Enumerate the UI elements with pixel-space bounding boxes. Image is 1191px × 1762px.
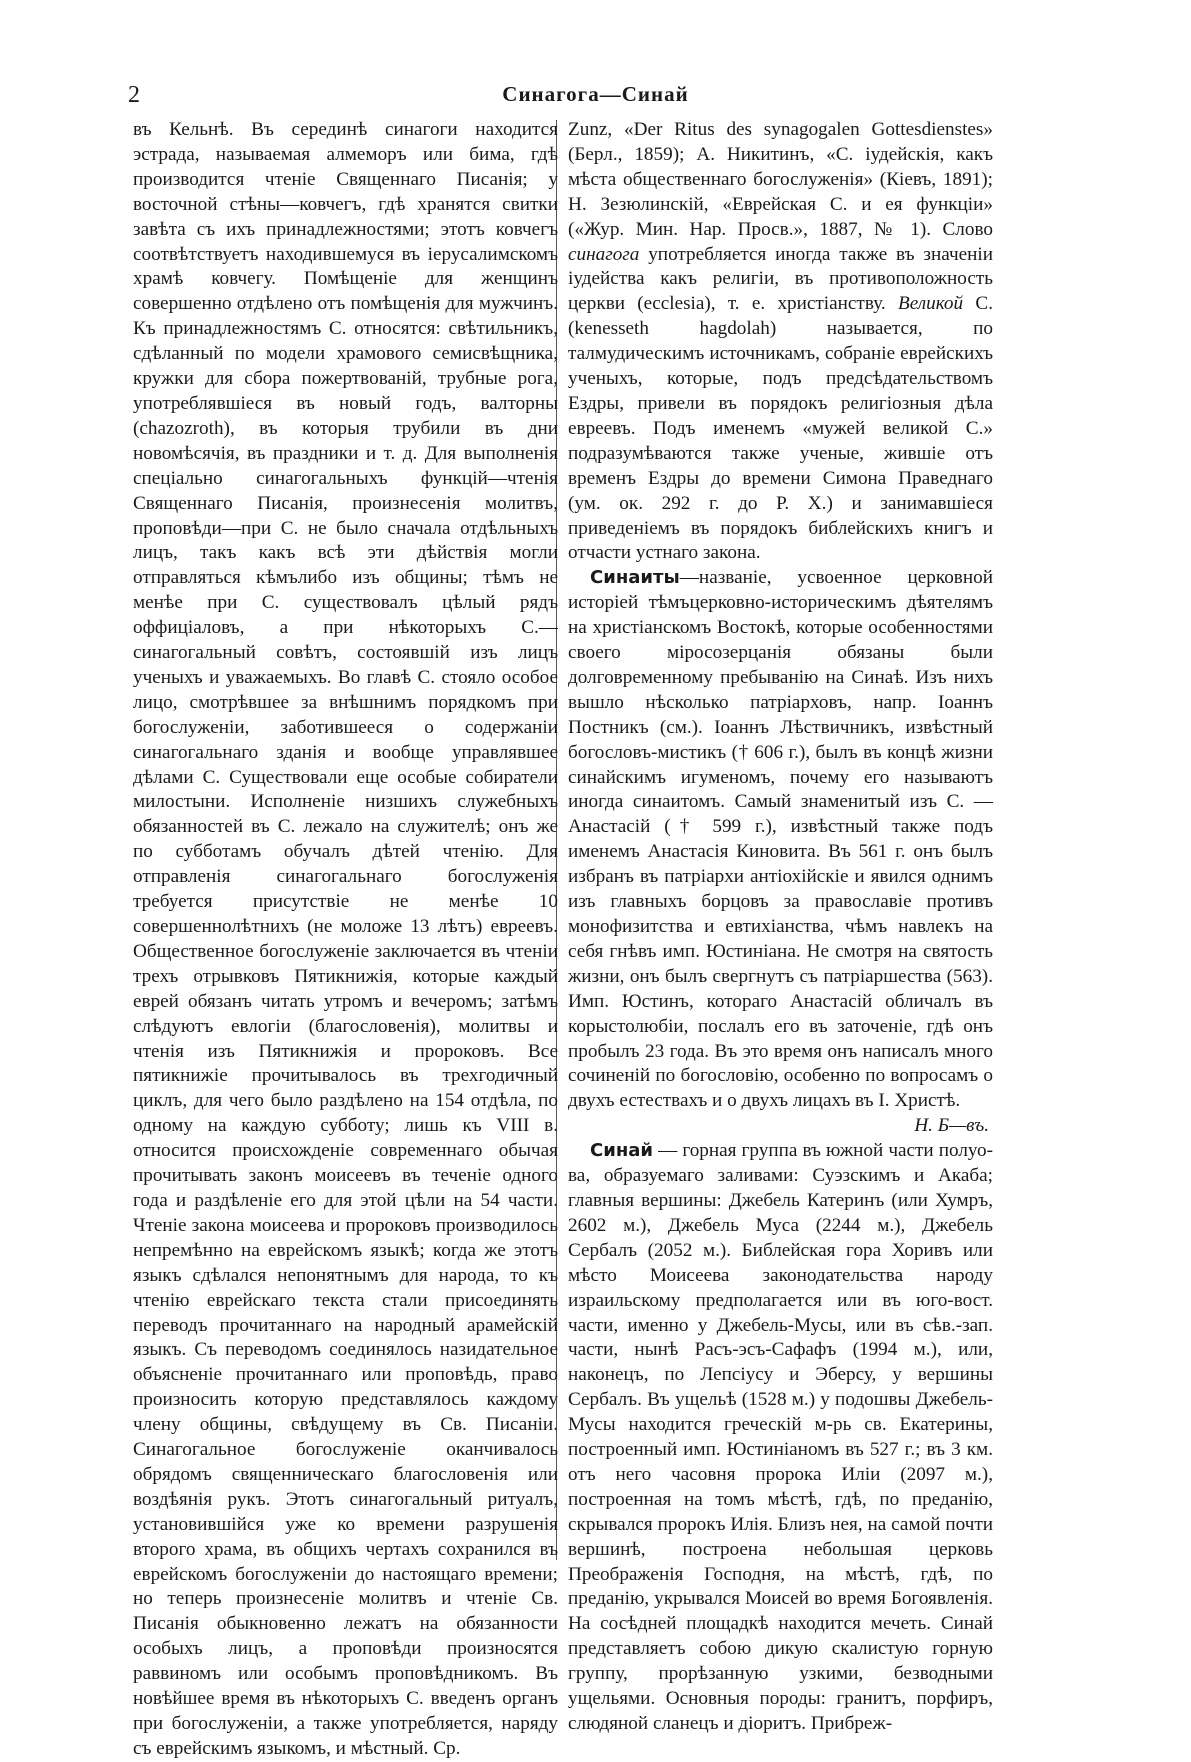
entry-sinaity — [568, 566, 993, 1137]
running-head: Синагога—Синай — [502, 82, 689, 106]
continuation-text-b: употребляется иногда также въ значеніи іудейства какъ религіи, въ противоположность церкви (ecclesia), т. е. христіанству. — [568, 243, 993, 315]
continuation-text-c: С. (kenesseth hagdolah) называется, по талмудическимъ источникамъ, собраніе еврейскихъ ученыхъ, которые, подъ предсѣдательствомъ Ездры, привели въ порядокъ религіозныя дѣла евреевъ. Подъ именемъ «мужей великой С.» подразумѣваются также ученые, жившіе отъ временъ Ездры до времени Симона Праведнаго (ум. ок. 292 г. до Р. Х.) и занимавшіеся приведеніемъ въ порядокъ библейскихъ книгъ и отчасти устнаго закона. — [568, 293, 993, 564]
continuation-text-a: Zunz, «Der Ritus des synagogalen Gottesdienstes» (Берл., 1859); А. Никитинъ, «С. іудейскія, какъ мѣста общественнаго богослуженія» (Кіевъ, 1891); Н. Зезюлинскій, «Еврейская С. и ея функціи» («Жур. Мин. Нар. Просв.», 1887, № 1). Слово — [568, 119, 993, 240]
entry-sinaity-text: —названіе, усвоенное церковной исторіей тѣмъцерковно-историческимъ дѣятелямъ на христіанскомъ Востокѣ, которые особенностями своего міросозерцанія обязаны были долговременному пребыванію на Синаѣ. Изъ нихъ вышло нѣсколько патріарховъ, напр. Іоаннъ Постникъ (см.). Іоаннъ Лѣствичникъ, извѣстный богословъ-мистикъ († 606 г.), былъ въ концѣ жизни синайскимъ игуменомъ, почему его называютъ иногда синаитомъ. Самый знаменитый изъ С. — Анастасій († 599 г.), извѣстный также подъ именемъ Анастасія Киновита. Въ 561 г. онъ былъ избранъ въ патріархи антіохійскіе и явился однимъ изъ главныхъ борцовъ за православіе противъ монофизитства и евтихіанства, чѣмъ навлекъ на себя гнѣвъ имп. Юстиніана. Не смотря на святость жизни, онъ былъ свергнутъ съ патріаршества (563). Имп. Юстинъ, котораго Анастасій обличалъ въ корыстолюбіи, послалъ его въ заточеніе, гдѣ онъ пробылъ 23 года. Въ это время онъ написалъ много сочиненій по богословію, особенно по вопросамъ о двухъ естествахъ и о двухъ лицахъ въ І. Христѣ. — [568, 567, 993, 1112]
entry-signature: Н. Б—въ. — [914, 1115, 989, 1137]
continuation-italic-b: Великой — [897, 293, 964, 315]
entry-sinai-head: Синай — [590, 1140, 654, 1162]
synagogue-continuation — [568, 118, 993, 566]
left-column — [133, 118, 558, 1762]
left-column-text: въ Кельнѣ. Въ серединѣ синагоги находится эстрада, называемая алмеморъ или бима, гдѣ производится чтеніе Священнаго Писанія; у восточной стѣны—ковчегъ, гдѣ хранятся свитки завѣта съ ихъ принадлежностями; этотъ ковчегъ соотвѣтствуетъ находившемуся въ іерусалимскомъ храмѣ ковчегу. Помѣщеніе для женщинъ совершенно отдѣлено отъ помѣщенія для мужчинъ. Къ принадлежностямъ С. относятся: свѣтильникъ, сдѣланный по модели храмового семисвѣщника, кружки для сбора пожертвованій, трубные рога, употреблявшіеся въ новый годъ, валторны (chazozroth), въ которыя трубили въ дни новомѣсячія, въ праздники и т. д. Для выполненія спеціально синагогальныхъ функцій—чтенія Священнаго Писанія, произнесенія молитвъ, проповѣди—при С. не было сначала отдѣльныхъ лицъ, такъ какъ всѣ эти дѣйствія могли отправляться кѣмълибо изъ общины; тѣмъ не менѣе при С. существовалъ цѣлый рядъ оффиціаловъ, а при нѣкоторыхъ С.—синагогальный совѣтъ, состоявшій изъ лицъ ученыхъ и уважаемыхъ. Во главѣ С. стояло особое лицо, смотрѣвшее за внѣшнимъ порядкомъ при богослуженіи, заботившееся о содержаніи синагогальнаго зданія и вообще управлявшее дѣлами С. Существовали еще особые собиратели милостыни. Исполненіе низшихъ служебныхъ обязанностей въ С. лежало на служителѣ; онъ же по субботамъ обучалъ дѣтей чтенію. Для отправленія синагогальнаго богослуженія требуется присутствіе не менѣе 10 совершеннолѣтнихъ (не моложе 13 лѣтъ) евреевъ. Общественное богослуженіе заключается въ чтеніи трехъ отрывковъ Пятикнижія, которые каждый еврей обязанъ читать утромъ и вечеромъ; затѣмъ слѣдуютъ евлогіи (благословенія), молитвы и чтенія изъ Пятикнижія и пророковъ. Все пятикнижіе прочитывалось въ трехгодичный циклъ, для чего было раздѣлено на 154 отдѣла, по одному на каждую субботу; лишь къ VIII в. относится происхожденіе современнаго обычая прочитывать законъ моисеевъ въ теченіе одного года и раздѣленіе его для этой цѣли на 54 части. Чтеніе закона моисеева и пророковъ производилось непремѣнно на еврейскомъ языкѣ; когда же этотъ языкъ сдѣлался непонятнымъ для народа, то къ чтенію еврейскаго текста стали присоединять переводъ прочитаннаго на народный арамейскій языкъ. Съ переводомъ соединялось назидательное объясненіе прочитаннаго или проповѣдь, право произносить которую представлялось каждому члену общины, свѣдущему въ Св. Писаніи. Синагогальное богослуженіе оканчивалось обрядомъ священническаго благословенія или воздѣянія рукъ. Этотъ синагогальный ритуалъ, установившійся уже ко времени разрушенія второго храма, въ общихъ чертахъ сохранился въ еврейскомъ богослуженіи до настоящаго времени; но теперь произнесеніе молитвъ и чтеніе Св. Писанія обыкновенно лежатъ на обязанности особыхъ лицъ, а проповѣди произносятся раввиномъ или особымъ проповѣдникомъ. Въ новѣйшее время въ нѣкоторыхъ С. введенъ органъ при богослуженіи, а также употребляется, наряду съ еврейскимъ языкомъ, и мѣстный. Ср. — [133, 119, 558, 1759]
entry-sinai-text: — горная группа въ южной части полуо-ва, образуемаго заливами: Суэзскимъ и Акаба; главныя вершины: Джебель Катеринъ (или Хумръ, 2602 м.), Джебель Муса (2244 м.), Джебель Сербалъ (2052 м.). Библейская гора Хоривъ или мѣсто Моисеева законодательства народу израильскому предполагается или въ юго-вост. части, именно у Джебель-Мусы, или въ сѣв.-зап. части, нынѣ Расъ-эсъ-Сафафъ (1994 м.), или, наконецъ, по Лепсіусу и Эберсу, у вершины Сербалъ. Въ ущельѣ (1528 м.) у подошвы Джебель-Мусы находится греческій м-рь св. Екатерины, построенный имп. Юстиніаномъ въ 527 г.; въ 3 км. отъ него часовня пророка Иліи (2097 м.), построенная на томъ мѣстѣ, гдѣ, по преданію, скрывался пророкъ Илія. Близъ нея, на самой почти вершинѣ, построена небольшая церковь Преображенія Господня, на мѣстѣ, гдѣ, по преданію, укрывался Моисей во время Богоявленія. На сосѣдней площадкѣ находится мечеть. Синай представляетъ собою дикую скалистую горную группу, прорѣзанную узкими, безводными ущельями. Основныя породы: гранитъ, порфиръ, слюдяной сланецъ и діоритъ. Прибреж- — [568, 1140, 993, 1734]
page-number: 2 — [128, 82, 140, 108]
right-column — [568, 118, 993, 1737]
continuation-italic-a: синагога — [568, 243, 640, 265]
entry-sinai — [568, 1139, 993, 1737]
entry-sinaity-head: Синаиты — [590, 567, 680, 589]
